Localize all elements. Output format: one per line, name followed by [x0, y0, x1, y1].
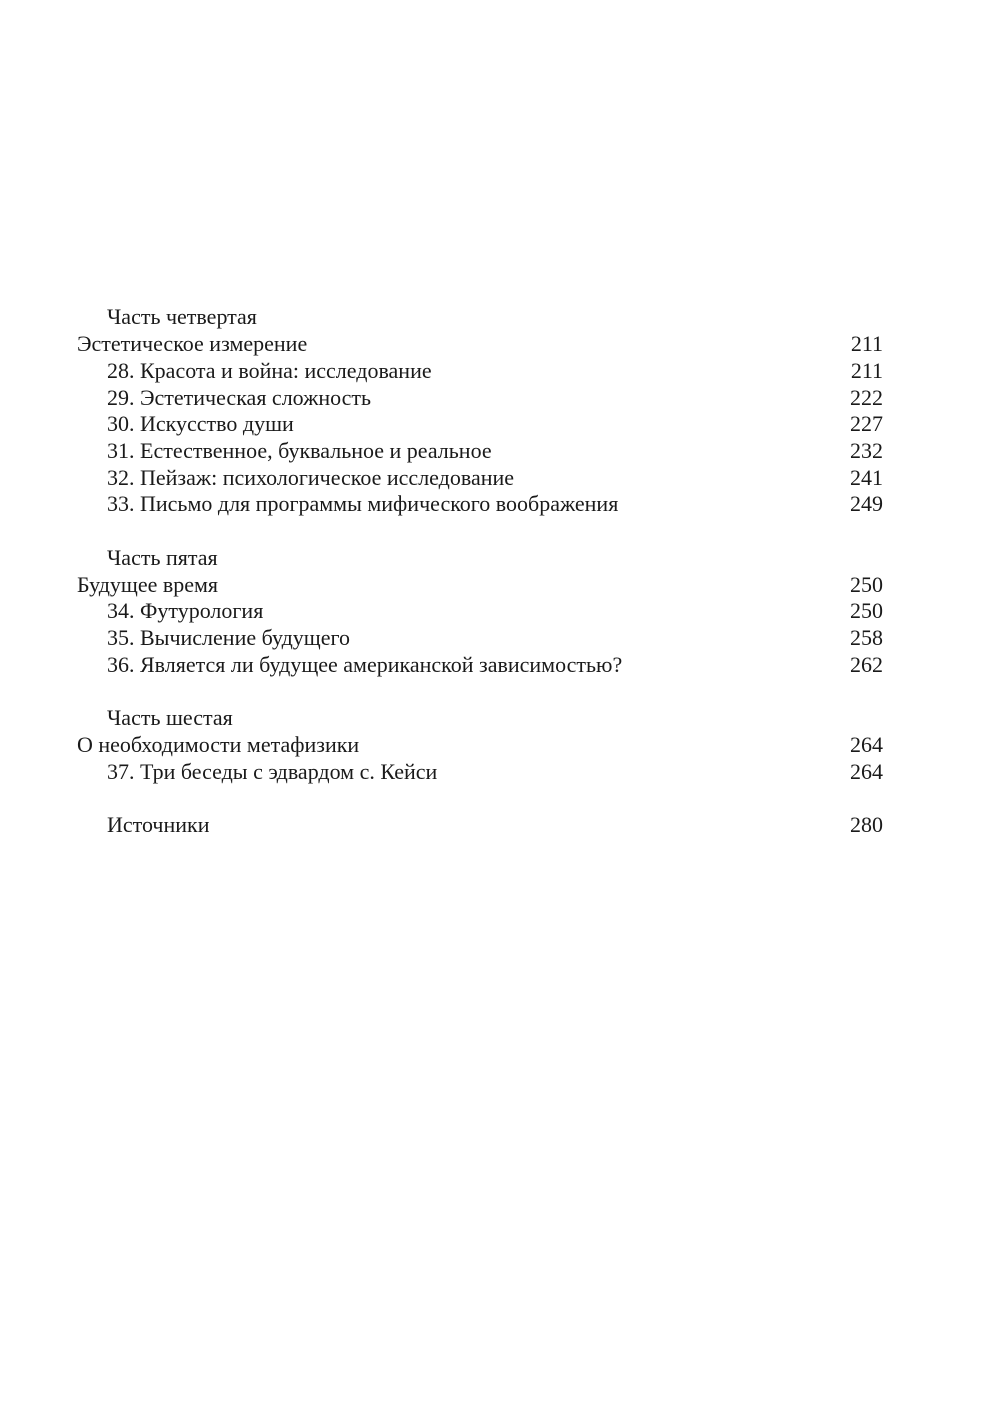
toc-entry — [0, 437, 1000, 464]
toc-entry — [0, 464, 1000, 491]
toc-entry-title: 37. Три беседы с эдвардом с. Кейси — [107, 759, 438, 784]
page-number: 222 — [850, 385, 883, 410]
toc-entry-title: 31. Естественное, буквальное и реальное — [107, 438, 492, 463]
toc-entry-title: 30. Искусство души — [107, 411, 294, 436]
page-number: 249 — [850, 491, 883, 516]
toc-entry — [0, 384, 1000, 411]
page-number: 232 — [850, 438, 883, 463]
page-number: 211 — [850, 331, 883, 356]
toc-entry — [0, 357, 1000, 384]
part-label-text: Часть пятая — [107, 545, 218, 570]
part-title-text: Будущее время — [77, 572, 219, 597]
toc-entry-title: 35. Вычисление будущего — [107, 625, 350, 650]
page-number: 250 — [850, 572, 883, 597]
part-label-text: Часть шестая — [107, 705, 233, 730]
part-label — [0, 544, 1000, 571]
toc-entry-title: 32. Пейзаж: психологическое исследование — [107, 465, 515, 490]
page-number: 241 — [850, 465, 883, 490]
page-number: 262 — [850, 652, 883, 677]
toc-entry-title: 28. Красота и война: исследование — [107, 358, 432, 383]
toc-entry — [0, 490, 1000, 517]
page-number: 280 — [850, 812, 883, 837]
toc-entry-title: 29. Эстетическая сложность — [107, 385, 372, 410]
toc-entry-title: Источники — [107, 812, 210, 837]
page-number: 264 — [850, 732, 883, 757]
part-title — [0, 330, 1000, 357]
part-label — [0, 303, 1000, 330]
toc-entry — [0, 758, 1000, 785]
toc-entry — [0, 624, 1000, 651]
toc-entry-title: 34. Футурология — [107, 598, 264, 623]
part-title — [0, 571, 1000, 598]
page-number: 258 — [850, 625, 883, 650]
toc-entry-sources — [0, 811, 1000, 838]
toc-entry — [0, 410, 1000, 437]
toc-entry — [0, 597, 1000, 624]
part-label — [0, 704, 1000, 731]
part-title — [0, 731, 1000, 758]
page-number: 227 — [850, 411, 883, 436]
part-title-text: О необходимости метафизики — [77, 732, 360, 757]
page-number: 264 — [850, 759, 883, 784]
page-number: 211 — [850, 358, 883, 383]
toc-entry-title: 33. Письмо для программы мифического воображения — [107, 491, 619, 516]
page-number: 250 — [850, 598, 883, 623]
toc-entry-title: 36. Является ли будущее американской зависимостью? — [107, 652, 623, 677]
part-title-text: Эстетическое измерение — [77, 331, 308, 356]
toc-entry — [0, 651, 1000, 678]
part-label-text: Часть четвертая — [107, 304, 257, 329]
